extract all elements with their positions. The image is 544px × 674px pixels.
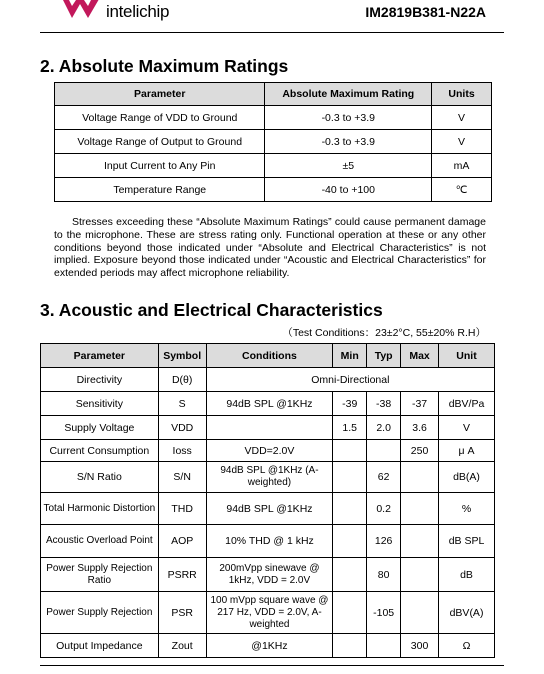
footer-rule	[40, 665, 504, 666]
table-row	[41, 592, 495, 634]
param-cell: Power Supply Rejection	[41, 592, 159, 634]
intelichip-logo-icon	[58, 0, 104, 20]
min-cell	[333, 558, 367, 592]
table-cell: Voltage Range of Output to Ground	[55, 130, 265, 154]
min-cell	[333, 462, 367, 493]
min-cell: 1.5	[333, 416, 367, 440]
table-cell: -40 to +100	[265, 178, 432, 202]
header-cell: Min	[333, 344, 367, 368]
table-header-row	[41, 344, 495, 368]
param-cell: Acoustic Overload Point	[41, 525, 159, 558]
table-cell: Voltage Range of VDD to Ground	[55, 106, 265, 130]
table-row	[41, 634, 495, 658]
typ-cell: -38	[367, 392, 401, 416]
table-cell: -0.3 to +3.9	[265, 130, 432, 154]
max-cell: 3.6	[401, 416, 439, 440]
typ-cell: 2.0	[367, 416, 401, 440]
stress-note: Stresses exceeding these “Absolute Maximum Ratings” could cause permanent damage to the microphone. These are stress rating only. Functional operation at these or any other conditions beyond those indicated under “Absolute and Electrical Characteristics” is not implied. Exposure beyond those indicated under “Acoustic and Electrical Characteristics” for extended periods may affect microphone reliability.	[54, 216, 486, 280]
unit-cell: dB SPL	[439, 525, 495, 558]
table-cell: ℃	[432, 178, 492, 202]
table-cell: Input Current to Any Pin	[55, 154, 265, 178]
conditions-cell: @1KHz	[206, 634, 333, 658]
test-conditions: （Test Conditions：23±2°C, 55±20% R.H）	[282, 327, 486, 339]
table-row	[41, 525, 495, 558]
min-cell	[333, 634, 367, 658]
typ-cell: -105	[367, 592, 401, 634]
conditions-cell: 94dB SPL @1KHz	[206, 392, 333, 416]
header-cell: Absolute Maximum Rating	[265, 83, 432, 106]
table-cell: V	[432, 130, 492, 154]
min-cell: -39	[333, 392, 367, 416]
table-row	[55, 130, 492, 154]
unit-cell: μ A	[439, 440, 495, 462]
typ-cell: 80	[367, 558, 401, 592]
min-cell	[333, 592, 367, 634]
symbol-cell: PSRR	[158, 558, 206, 592]
header-cell: Units	[432, 83, 492, 106]
typ-cell: 126	[367, 525, 401, 558]
logo-text: intelichip	[106, 2, 170, 21]
param-cell: Supply Voltage	[41, 416, 159, 440]
param-cell: Directivity	[41, 368, 159, 392]
unit-cell: dB	[439, 558, 495, 592]
max-cell	[401, 525, 439, 558]
conditions-cell: 200mVpp sinewave @ 1kHz, VDD = 2.0V	[206, 558, 333, 592]
table-row	[41, 440, 495, 462]
table-cell: Temperature Range	[55, 178, 265, 202]
min-cell	[333, 440, 367, 462]
table-header-row	[55, 83, 492, 106]
symbol-cell: Zout	[158, 634, 206, 658]
max-cell: 300	[401, 634, 439, 658]
max-cell	[401, 462, 439, 493]
param-cell: Current Consumption	[41, 440, 159, 462]
header-cell: Conditions	[206, 344, 333, 368]
merged-cell: Omni-Directional	[206, 368, 494, 392]
conditions-cell	[206, 416, 333, 440]
min-cell	[333, 525, 367, 558]
param-cell: Total Harmonic Distortion	[41, 493, 159, 525]
symbol-cell: VDD	[158, 416, 206, 440]
table-row	[41, 416, 495, 440]
table-row	[41, 392, 495, 416]
header-cell: Parameter	[41, 344, 159, 368]
absolute-ratings-table	[54, 82, 492, 202]
param-cell: Output Impedance	[41, 634, 159, 658]
section-title-absolute-ratings: 2. Absolute Maximum Ratings	[40, 56, 289, 76]
symbol-cell: THD	[158, 493, 206, 525]
typ-cell	[367, 634, 401, 658]
table-row	[41, 493, 495, 525]
header-cell: Typ	[367, 344, 401, 368]
max-cell: 250	[401, 440, 439, 462]
header-rule	[40, 32, 504, 33]
document-id: IM2819B381-N22A	[365, 4, 486, 20]
table-cell: -0.3 to +3.9	[265, 106, 432, 130]
table-cell: V	[432, 106, 492, 130]
unit-cell: Ω	[439, 634, 495, 658]
max-cell	[401, 493, 439, 525]
unit-cell: dBV(A)	[439, 592, 495, 634]
max-cell: -37	[401, 392, 439, 416]
header-cell: Parameter	[55, 83, 265, 106]
table-cell: mA	[432, 154, 492, 178]
conditions-cell: 94dB SPL @1KHz (A-weighted)	[206, 462, 333, 493]
page-header	[0, 0, 544, 30]
symbol-cell: S/N	[158, 462, 206, 493]
param-cell: S/N Ratio	[41, 462, 159, 493]
table-row	[41, 558, 495, 592]
unit-cell: dB(A)	[439, 462, 495, 493]
symbol-cell: AOP	[158, 525, 206, 558]
table-cell: ±5	[265, 154, 432, 178]
max-cell	[401, 558, 439, 592]
acoustic-electrical-table	[40, 343, 495, 658]
min-cell	[333, 493, 367, 525]
header-cell: Symbol	[158, 344, 206, 368]
typ-cell	[367, 440, 401, 462]
symbol-cell: PSR	[158, 592, 206, 634]
table-row	[55, 178, 492, 202]
typ-cell: 62	[367, 462, 401, 493]
symbol-cell: D(θ)	[158, 368, 206, 392]
header-cell: Max	[401, 344, 439, 368]
typ-cell: 0.2	[367, 493, 401, 525]
conditions-cell: 10% THD @ 1 kHz	[206, 525, 333, 558]
section-title-acoustic-electrical: 3. Acoustic and Electrical Characteristics	[40, 300, 383, 320]
table-row	[41, 462, 495, 493]
conditions-cell: 94dB SPL @1KHz	[206, 493, 333, 525]
table-row	[41, 368, 495, 392]
symbol-cell: S	[158, 392, 206, 416]
param-cell: Sensitivity	[41, 392, 159, 416]
symbol-cell: Ioss	[158, 440, 206, 462]
conditions-cell: 100 mVpp square wave @ 217 Hz, VDD = 2.0V, A-weighted	[206, 592, 333, 634]
unit-cell: V	[439, 416, 495, 440]
conditions-cell: VDD=2.0V	[206, 440, 333, 462]
param-cell: Power Supply Rejection Ratio	[41, 558, 159, 592]
header-cell: Unit	[439, 344, 495, 368]
max-cell	[401, 592, 439, 634]
unit-cell: %	[439, 493, 495, 525]
table-row	[55, 154, 492, 178]
unit-cell: dBV/Pa	[439, 392, 495, 416]
table-row	[55, 106, 492, 130]
